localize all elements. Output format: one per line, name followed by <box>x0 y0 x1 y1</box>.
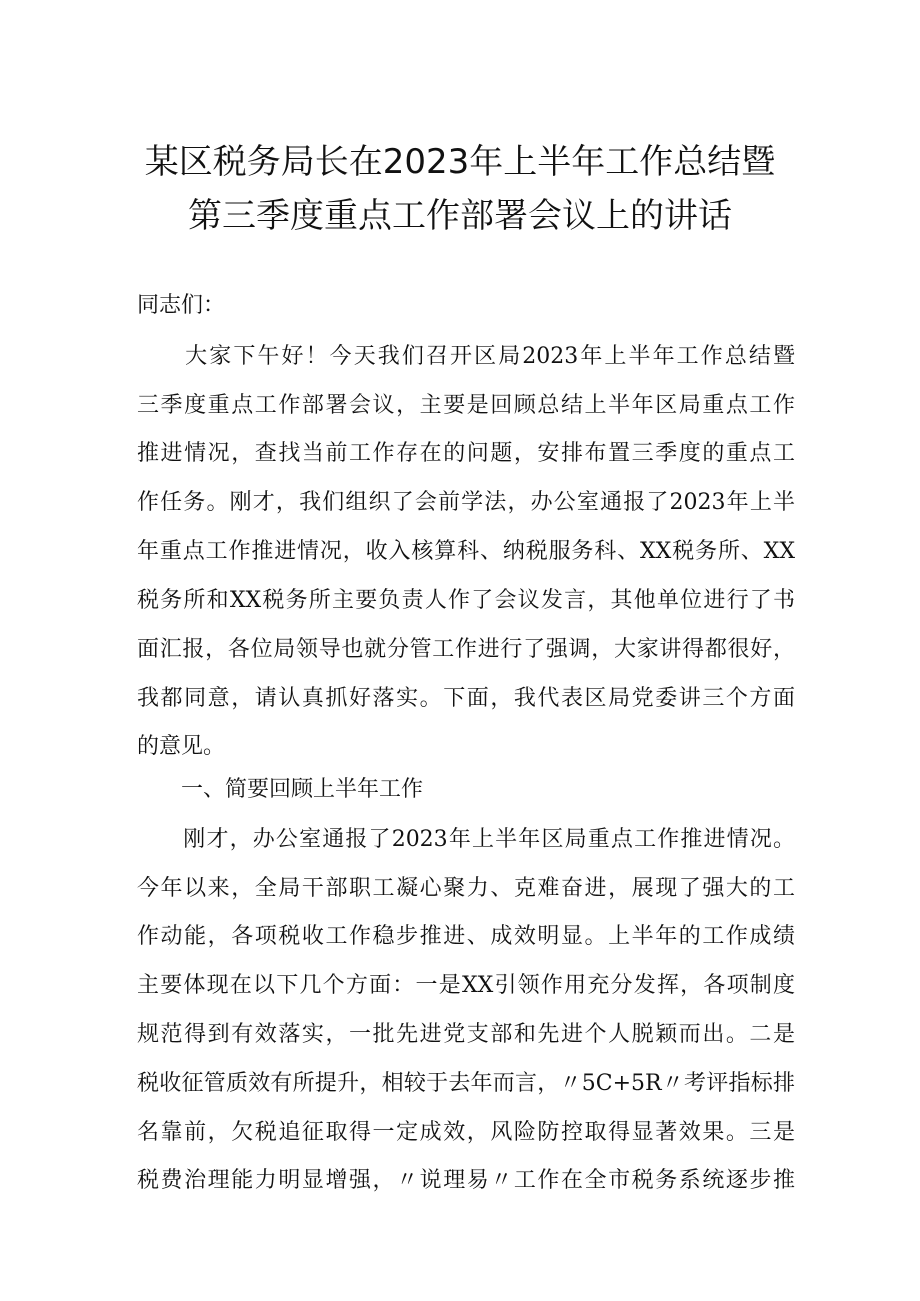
body-line: 面汇报，各位局领导也就分管工作进行了强调，大家讲得都很好， <box>137 637 795 662</box>
body-line: 年重点工作推进情况，收入核算科、纳税服务科、XX税务所、XX <box>137 539 795 564</box>
body-line: 刚才，办公室通报了2023年上半年区局重点工作推进情况。 <box>137 827 795 852</box>
body-line: 今年以来，全局干部职工凝心聚力、克难奋进，展现了强大的工 <box>137 876 795 901</box>
body-line: 的意见。 <box>137 734 226 759</box>
body-line: 名靠前，欠税追征取得一定成效，风险防控取得显著效果。三是 <box>137 1120 795 1145</box>
body-line: 税收征管质效有所提升，相较于去年而言，〃5C+5R〃考评指标排 <box>137 1071 795 1096</box>
salutation: 同志们： <box>137 293 226 318</box>
document-title-line-1: 某区税务局长在2023年上半年工作总结暨 <box>144 142 776 182</box>
section-heading: 一、简要回顾上半年工作 <box>137 777 424 802</box>
body-line: 税务所和XX税务所主要负责人作了会议发言，其他单位进行了书 <box>137 588 795 613</box>
body-line: 三季度重点工作部署会议，主要是回顾总结上半年区局重点工作 <box>137 393 795 418</box>
body-line: 作任务。刚才，我们组织了会前学法，办公室通报了2023年上半 <box>137 490 795 515</box>
body-line: 推进情况，查找当前工作存在的问题，安排布置三季度的重点工 <box>137 441 795 466</box>
body-line: 规范得到有效落实，一批先进党支部和先进个人脱颖而出。二是 <box>137 1022 795 1047</box>
body-line: 主要体现在以下几个方面：一是XX引领作用充分发挥，各项制度 <box>137 973 795 998</box>
body-line: 作动能，各项税收工作稳步推进、成效明显。上半年的工作成绩 <box>137 924 795 949</box>
body-line: 我都同意，请认真抓好落实。下面，我代表区局党委讲三个方面 <box>137 686 795 711</box>
body-line: 大家下午好！今天我们召开区局2023年上半年工作总结暨 <box>137 344 795 369</box>
body-line: 税费治理能力明显增强，〃说理易〃工作在全市税务系统逐步推 <box>137 1168 795 1193</box>
document-title-line-2: 第三季度重点工作部署会议上的讲话 <box>188 196 732 236</box>
